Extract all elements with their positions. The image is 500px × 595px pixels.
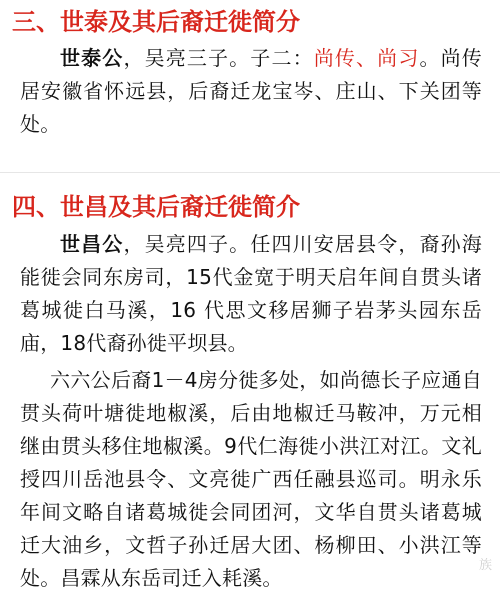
- section-three-paragraph: [20, 42, 482, 141]
- section-four-paragraph-2: 六六公后裔1－4房分徙多处，如尚德长子应通自贯头荷叶塘徙地椒溪，后由地椒迁马鞍冲，万元相继由贯头移住地椒溪。9代仁海徙小洪江对江。文礼授四川岳池县令、文亮徙广西任融县巡司。明永乐年间文略自诸葛城徙会同团河，文华自贯头诸葛城迁大油乡，文哲子孙迁居大团、杨柳田、小洪江等处。昌霖从东岳司迁入耗溪。: [20, 368, 482, 590]
- section-three-sons: 尚传、尚习: [313, 46, 420, 70]
- section-three-heading: 三、世泰及其后裔迁徙简分: [12, 8, 300, 36]
- section-four-lead: 世昌公: [60, 232, 124, 256]
- section-three-lead: 世泰公: [60, 46, 124, 70]
- section-three-text-2: 。尚传居安徽省怀远县，后裔迁龙宝岑、庄山、下关团等处。: [20, 46, 482, 136]
- section-four-text-1: ，吴亮四子。任四川安居县令，裔孙海能徙会同东房司，15代金宽于明天启年间自贯头诸葛城徙白马溪，16 代思文移居狮子岩茅头园东岳庙，18代裔孙徙平坝县。: [20, 232, 482, 355]
- section-four-heading: 四、世昌及其后裔迁徙简介: [12, 193, 300, 221]
- watermark-text: 族: [478, 558, 492, 573]
- section-divider: [0, 172, 500, 173]
- section-four-paragraph-1: [20, 228, 482, 360]
- section-three-text-1: ，吴亮三子。子二：: [123, 46, 314, 70]
